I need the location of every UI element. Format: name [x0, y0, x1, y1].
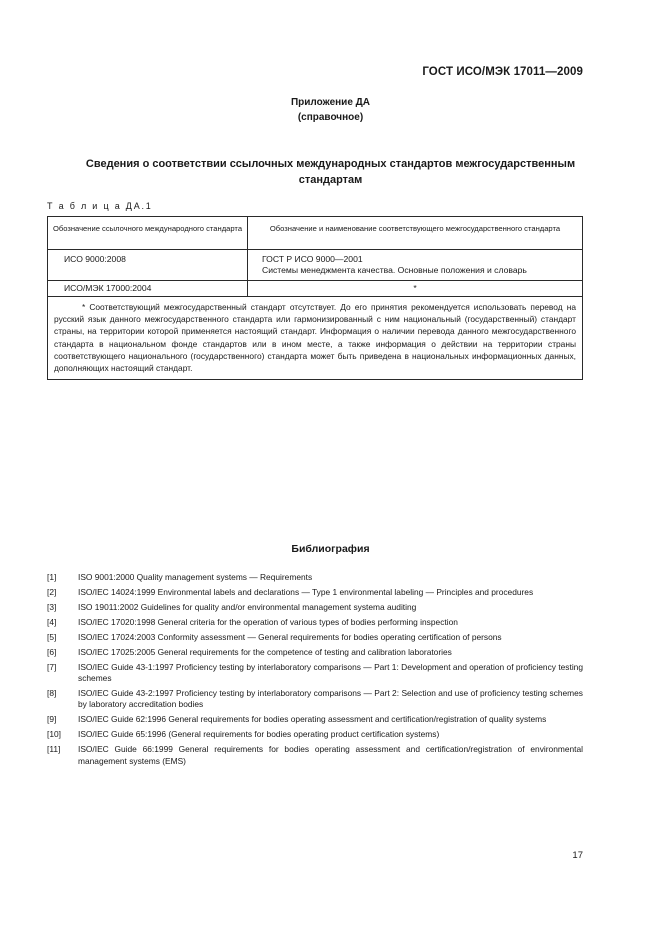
- bibliography-text: ISO 9001:2000 Quality management systems — Requirements: [78, 572, 313, 582]
- bibliography-number: [4]: [47, 617, 57, 627]
- bibliography-text: ISO/IEC 17020:1998 General criteria for the operation of various types of bodies performing inspection: [78, 617, 458, 627]
- table-cell-intl: ИСО/МЭК 17000:2004: [48, 281, 248, 297]
- bibliography-item: [47, 662, 583, 684]
- bibliography-number: [6]: [47, 647, 57, 657]
- bibliography-item: [47, 587, 583, 598]
- table-row: [48, 281, 583, 297]
- table-header-row: [48, 217, 583, 250]
- bibliography-text: ISO 19011:2002 Guidelines for quality and/or environmental management systema auditing: [78, 602, 417, 612]
- table-footnote-row: [48, 297, 583, 380]
- bibliography-number: [8]: [47, 688, 57, 699]
- bibliography-item: [47, 572, 583, 583]
- table-cell-national: [248, 250, 583, 281]
- bibliography-number: [9]: [47, 714, 57, 725]
- bibliography-text: ISO/IEC Guide 43-1:1997 Proficiency testing by interlaboratory comparisons — Part 1: Development and operation of proficiency testing schemes: [78, 662, 583, 684]
- national-code: ГОСТ Р ИСО 9000—2001: [262, 254, 363, 264]
- bibliography-number: [2]: [47, 587, 57, 597]
- table-label: Т а б л и ц а ДА.1: [47, 201, 153, 211]
- bibliography-text: ISO/IEC Guide 65:1996 (General requirements for bodies operating product certification systems): [78, 729, 440, 740]
- table-header-cell: Обозначение ссылочного международного стандарта: [48, 217, 248, 250]
- table-cell-national: *: [248, 281, 583, 297]
- bibliography-text: ISO/IEC 14024:1999 Environmental labels and declarations — Type 1 environmental labeling — Principles and procedures: [78, 587, 534, 597]
- table-cell-intl: ИСО 9000:2008: [48, 250, 248, 281]
- appendix-subtitle: (справочное): [297, 112, 364, 123]
- table-footnote: [48, 297, 583, 380]
- bibliography-item: [47, 729, 583, 740]
- bibliography-text: ISO/IEC 17024:2003 Conformity assessment — General requirements for bodies operating certification of persons: [78, 632, 502, 642]
- bibliography-text: ISO/IEC Guide 43-2:1997 Proficiency testing by interlaboratory comparisons — Part 2: Selection and use of proficiency testing schemes by laboratory accreditation bodies: [78, 688, 583, 710]
- section-title: Сведения о соответствии ссылочных международных стандартов межгосударственным стандартам: [85, 158, 576, 186]
- bibliography-item: [47, 617, 583, 628]
- national-name: Системы менеджмента качества. Основные положения и словарь: [262, 265, 527, 275]
- bibliography-item: [47, 688, 583, 710]
- footnote-text: * Соответствующий межгосударственный стандарт отсутствует. До его принятия рекомендуется использовать перевод на русский язык данного межгосударственного стандарта или гармонизированный с ним национальный (государственный) стандарт страны, на территории которой применяется настоящий стандарт. Информация о наличии перевода данного межгосударственного стандарта в национальном фонде стандартов или в ином месте, а также информация о действии на территории страны соответствующего национального (государственного) стандарта может быть приведена в национальных информационных данных, дополняющих настоящий стандарт.: [54, 302, 576, 374]
- document-code: ГОСТ ИСО/МЭК 17011—2009: [422, 66, 583, 78]
- bibliography-list: [47, 572, 583, 771]
- bibliography-item: [47, 744, 583, 766]
- bibliography-number: [1]: [47, 572, 57, 582]
- table-row: [48, 250, 583, 281]
- bibliography-text: ISO/IEC 17025:2005 General requirements for the competence of testing and calibration laboratories: [78, 647, 452, 657]
- table-header-cell: Обозначение и наименование соответствующего межгосударственного стандарта: [248, 217, 583, 250]
- correspondence-table: [47, 216, 583, 380]
- bibliography-number: [3]: [47, 602, 57, 612]
- bibliography-item: [47, 714, 583, 725]
- bibliography-item: [47, 647, 583, 658]
- bibliography-number: [5]: [47, 632, 57, 642]
- bibliography-title: Библиография: [291, 543, 370, 555]
- bibliography-number: [10]: [47, 729, 61, 740]
- bibliography-number: [11]: [47, 744, 61, 755]
- page-number: 17: [572, 850, 583, 861]
- bibliography-number: [7]: [47, 662, 57, 672]
- bibliography-text: ISO/IEC Guide 66:1999 General requirements for bodies operating assessment and certification/registration of environmental management systems (EMS): [78, 744, 583, 766]
- appendix-title: Приложение ДА: [290, 97, 371, 108]
- bibliography-item: [47, 632, 583, 643]
- bibliography-item: [47, 602, 583, 613]
- appendix-heading: [0, 95, 661, 125]
- bibliography-text: ISO/IEC Guide 62:1996 General requirements for bodies operating assessment and certification/registration of quality systems: [78, 714, 547, 725]
